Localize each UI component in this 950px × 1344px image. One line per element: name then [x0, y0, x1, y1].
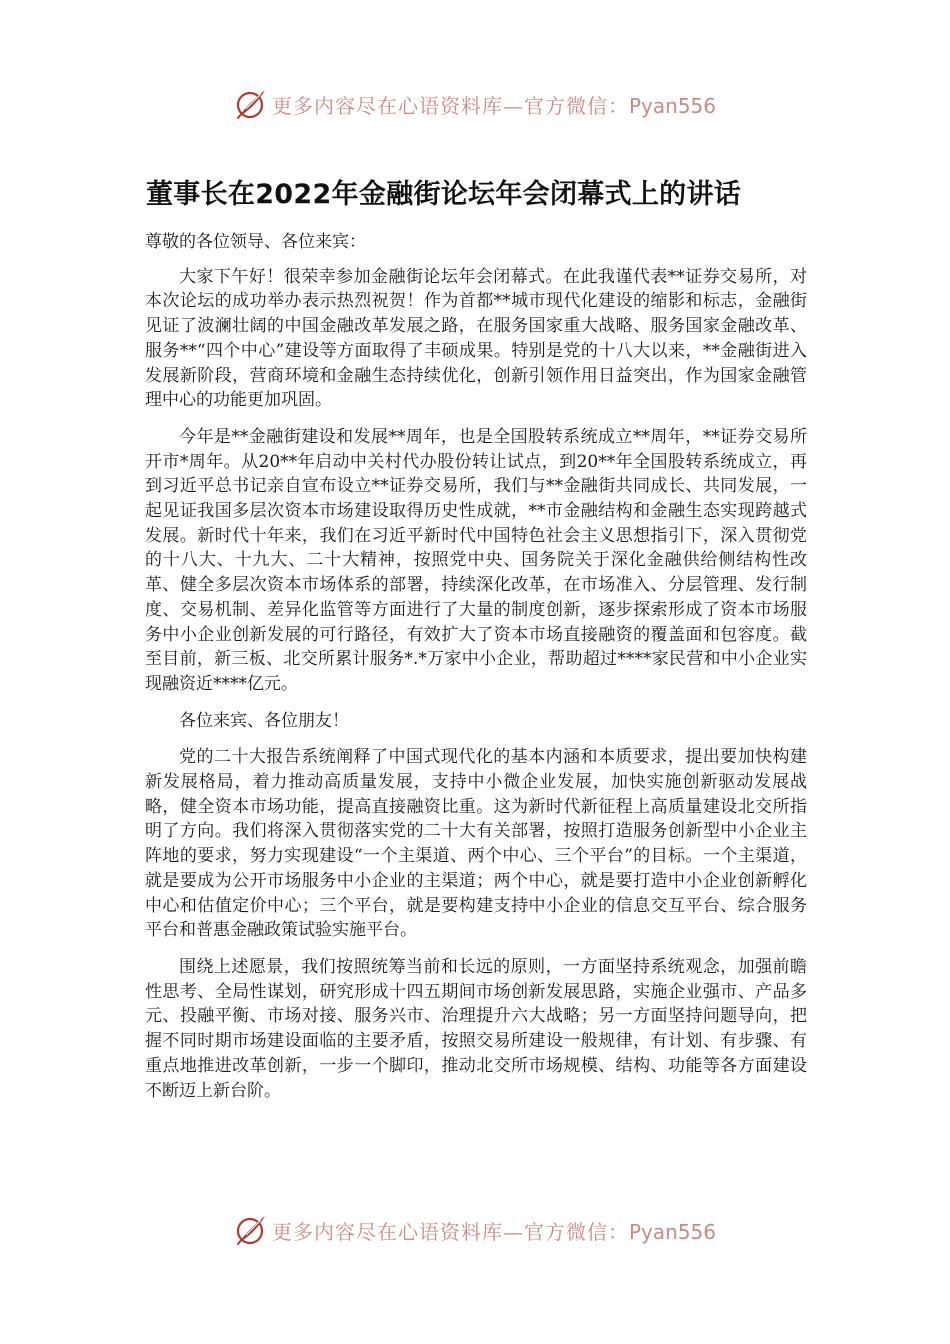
- paragraph-5: 围绕上述愿景，我们按照统筹当前和长远的原则，一方面坚持系统观念，加强前瞻性思考、全局性谋划，研究形成十四五期间市场创新发展思路，实施企业强市、产品多元、投融平衡、市场对接、服务兴市、治理提升六大战略；另一方面坚持问题导向，把握不同时期市场建设面临的主要矛盾，按照交易所建设一般规律，有计划、有步骤、有重点地推进改革创新，一步一个脚印，推动北交所市场规模、结构、功能等各方面建设不断迈上新台阶。: [145, 956, 807, 1101]
- paragraph-3: 各位来宾、各位朋友！: [179, 710, 349, 731]
- paragraph-4: 党的二十大报告系统阐释了中国式现代化的基本内涵和本质要求，提出要加快构建新发展格局，着力推动高质量发展，支持中小微企业发展，加快实施创新驱动发展战略，健全资本市场功能，提高直接融资比重。这为新时代新征程上高质量建设北交所指明了方向。我们将深入贯彻落实党的二十大有关部署，按照打造服务创新型中小企业主阵地的要求，努力实现建设“一个主渠道、两个中心、三个平台”的目标。一个主渠道，就是要成为公开市场服务中小企业的主渠道；两个中心，就是要打造中小企业创新孵化中心和估值定价中心；三个平台，就是要构建支持中小企业的信息交互平台、综合服务平台和普惠金融政策试验实施平台。: [145, 747, 807, 941]
- footer-watermark: [0, 1210, 950, 1250]
- watermark-text: [272, 1216, 716, 1245]
- salutation: 尊敬的各位领导、各位来宾：: [145, 232, 366, 252]
- watermark-label: 更多内容尽在心语资料库—官方微信：: [271, 93, 629, 118]
- quill-logo-icon: [234, 87, 268, 121]
- header-watermark: [0, 84, 950, 124]
- paragraph-1: 大家下午好！很荣幸参加金融街论坛年会闭幕式。在此我谨代表**证券交易所，对本次论坛的成功举办表示热烈祝贺！作为首都**城市现代化建设的缩影和标志，金融街见证了波澜壮阔的中国金融改革发展之路，在服务国家重大战略、服务国家金融改革、服务**“四个中心”建设等方面取得了丰硕成果。特别是党的十八大以来，**金融街进入发展新阶段，营商环境和金融生态持续优化，创新引领作用日益突出，作为国家金融管理中心的功能更加巩固。: [145, 266, 807, 411]
- watermark-text: [272, 90, 716, 119]
- quill-logo-icon: [234, 1213, 268, 1247]
- paragraph-2: 今年是**金融街建设和发展**周年，也是全国股转系统成立**周年，**证券交易所开市*周年。从20**年启动中关村代办股份转让试点，到20**年全国股转系统成立，再到习近平总书记亲自宣布设立**证券交易所，我们与**金融街共同成长、共同发展，一起见证我国多层次资本市场建设取得历史性成就，**市金融结构和金融生态实现跨越式发展。新时代十年来，我们在习近平新时代中国特色社会主义思想指引下，深入贯彻党的十八大、十九大、二十大精神，按照党中央、国务院关于深化金融供给侧结构性改革、健全多层次资本市场体系的部署，持续深化改革，在市场准入、分层管理、发行制度、交易机制、差异化监管等方面进行了大量的制度创新，逐步探索形成了资本市场服务中小企业创新发展的可行路径，有效扩大了资本市场直接融资的覆盖面和包容度。截至目前，新三板、北交所累计服务*.*万家中小企业，帮助超过****家民营和中小企业实现融资近****亿元。: [145, 426, 807, 694]
- watermark-label: 更多内容尽在心语资料库—官方微信：: [271, 1219, 629, 1244]
- document-body: [145, 230, 807, 1115]
- watermark-wechat-id: Pyan556: [628, 1219, 716, 1244]
- document-title: 董事长在2022年金融街论坛年会闭幕式上的讲话: [146, 179, 742, 210]
- watermark-wechat-id: Pyan556: [628, 93, 716, 118]
